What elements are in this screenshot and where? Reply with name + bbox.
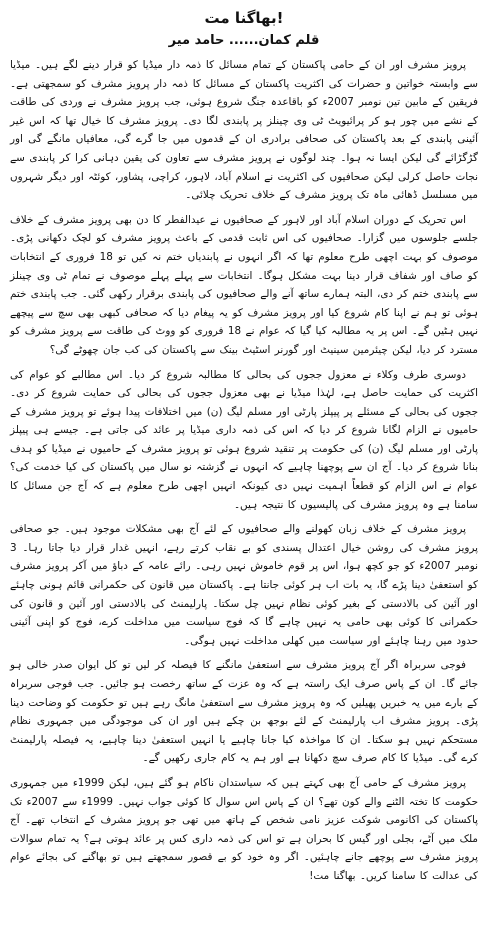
article-byline: قلم کمان...... حامد میر bbox=[168, 33, 320, 48]
article-paragraph: فوجی سربراہ اگر آج پرویز مشرف سے استعفیٰ مانگنے کا فیصلہ کر لیں تو کل ایوان صدر خالی ہو جائے گا۔ ان کے پاس صرف ایک راستہ ہے کہ وہ عزت کے ساتھ رخصت ہو جائیں۔ جب فوجی سربراہ کے بارے میں یہ خبریں پھیلیں کہ وہ پرویز مشرف سے استعفیٰ مانگ رہے ہیں تو حکومت کو وضاحت دینا پڑی۔ پرویز مشرف اب پارلیمنٹ کے لئے بوجھ بن چکے ہیں اور ان کی موجودگی میں جمہوری نظام مستحکم نہیں ہو سکتا۔ ان کا مواخذہ کیا جانا چاہیے یا انہیں استعفیٰ دینا چاہیے، یہ فیصلہ پارلیمنٹ کرے گی۔ میڈیا کا کام صرف سچ دکھانا ہے اور ہم یہ کام جاری رکھیں گے۔ bbox=[10, 659, 478, 765]
article-title: بھاگنا مت! bbox=[204, 9, 284, 27]
article-paragraph: پرویز مشرف کے حامی آج بھی کہتے ہیں کہ سیاستدان ناکام ہو گئے ہیں، لیکن 1999ء میں جمہوری حکومت کا تختہ الٹنے والے کون تھے؟ ان کے پاس اس سوال کا کوئی جواب نہیں۔ 1999ء سے 2007ء تک پاکستان کی اکانومی شوکت عزیز نامی شخص کے ہاتھ میں تھی جو پرویز مشرف کے انتخاب تھے۔ آج ملک میں آٹے، بجلی اور گیس کا بحران ہے تو اس کی ذمہ داری کس پر عائد ہوتی ہے؟ یہ تمام سوالات پرویز مشرف سے پوچھے جانے چاہئیں۔ اگر وہ خود کو بے قصور سمجھتے ہیں تو بھاگنے کی بجائے عوام کی عدالت کا سامنا کریں۔ بھاگنا مت! bbox=[10, 776, 478, 882]
article-paragraph: پرویز مشرف اور ان کے حامی پاکستان کے تمام مسائل کا ذمہ دار میڈیا کو قرار دینے لگے ہیں۔ میڈیا سے وابستہ خواتین و حضرات کی اکثریت پاکستان کے مسائل کا ذمہ دار پرویز مشرف کو سمجھتی ہے۔ فریقین کے مابین تین نومبر 2007ء کو باقاعدہ جنگ شروع ہوئی، جب پرویز مشرف نے وردی کی طاقت کے نشے میں چور ہو کر پرائیویٹ ٹی وی چینلز پر پابندی لگا دی۔ پرویز مشرف کا خیال تھا کہ اس غیر آئینی پابندی کے بعد پاکستان کی صحافی برادری ان کے قدموں میں جا گرے گی، معافیاں مانگے گی اور گڑگڑائے گی لیکن ایسا نہ ہوا۔ چند لوگوں نے پرویز مشرف سے تعاون کی یقین دہانی کرا کر پابندی سے نجات حاصل کرلی لیکن صحافیوں کی اکثریت نے اسلام آباد، لاہور، کراچی، پشاور، کوئٹہ اور دیگر شہروں میں مسلسل ڈھائی ماہ تک پرویز مشرف کے خلاف تحریک چلائی۔ bbox=[10, 59, 478, 202]
article-paragraph: اس تحریک کے دوران اسلام آباد اور لاہور کے صحافیوں نے عیدالفطر کا دن بھی پرویز مشرف کے خلاف جلسے جلوسوں میں گزارا۔ صحافیوں کی اس ثابت قدمی کے باعث پرویز مشرف کو لچک دکھانی پڑی۔ موصوف کو بہت اچھی طرح معلوم تھا کہ اگر انہوں نے پابندیاں ختم نہ کیں تو 18 فروری کے انتخابات کو صاف اور شفاف قرار دینا بہت مشکل ہوگا۔ انتخابات سے پہلے پہلے موصوف نے تمام ٹی وی چینلز سے پابندی ختم کر دی، البتہ ہمارے ساتھ آنے والے صحافیوں کی پابندی برقرار رکھی گئی۔ جب پابندی ختم ہوئی تو ہم نے اپنا کام شروع کیا اور پرویز مشرف کو یہ پیغام دیا کہ صحافی کبھی بھی سچ سے پیچھے نہیں ہٹیں گے۔ اس پر یہ مطالبہ کیا گیا کہ عوام نے 18 فروری کو ووٹ کی طاقت سے پرویز مشرف کو مسترد کر دیا، لیکن چیئرمین سینیٹ اور گورنر اسٹیٹ بینک سے پاکستان کی کب جان چھوٹے گی؟ bbox=[10, 213, 478, 356]
article-body bbox=[10, 56, 478, 886]
article-paragraph: پرویز مشرف کے خلاف زبان کھولنے والے صحافیوں کے لئے آج بھی مشکلات موجود ہیں۔ جو صحافی پرویز مشرف کی روشن خیال اعتدال پسندی کو بے نقاب کرتے رہے، انہیں غدار قرار دیا جاتا رہا۔ 3 نومبر 2007ء کو جو کچھ ہوا، اس پر قوم خاموش نہیں رہی۔ رائے عامہ کے دباؤ میں آکر پرویز مشرف کو استعفیٰ دینا پڑے گا، یہ بات اب ہر کوئی جانتا ہے۔ پاکستان میں قانون کی حکمرانی قائم ہونی چاہئے اور آئین کی بالادستی کے بغیر کوئی نظام نہیں چل سکتا۔ پارلیمنٹ کی بالادستی اور آئین و قانون کی حکمرانی کا کوئی بھی حامی یہ نہیں چاہے گا کہ فوج سیاست میں مداخلت کرے، فوج کو اپنی آئینی حدود میں رہنا چاہئے اور سیاست میں کھلی مداخلت نہیں ہوگی۔ bbox=[10, 523, 479, 647]
article-paragraph: دوسری طرف وکلاء نے معزول ججوں کی بحالی کا مطالبہ شروع کر دیا۔ اس مطالبے کو عوام کی اکثریت کی حمایت حاصل ہے، لہٰذا میڈیا نے بھی معزول ججوں کی بحالی کی حمایت شروع کر دی۔ ججوں کی بحالی کے مسئلے پر پیپلز پارٹی اور مسلم لیگ (ن) میں اختلافات پیدا ہوئے تو پرویز مشرف کے حامیوں نے الزام لگانا شروع کر دیا کہ اس کی ذمہ داری میڈیا پر عائد کی جاتی ہے۔ جیسے ہی پیپلز پارٹی اور مسلم لیگ (ن) کی حکومت پر تنقید شروع ہوئی تو پرویز مشرف کے حامیوں نے میڈیا کو ہدف بنانا شروع کر دیا۔ آج ان سے پوچھنا چاہیے کہ انہوں نے گزشتہ نو سال میں پاکستان کی کیا خدمت کی؟ عوام نے اس الزام کو قطعاً اہمیت نہیں دی کیونکہ انہیں اچھی طرح معلوم ہے کہ آج جن مسائل کا سامنا ہے وہ پرویز مشرف کی پالیسیوں کا نتیجہ ہیں۔ bbox=[10, 368, 478, 511]
